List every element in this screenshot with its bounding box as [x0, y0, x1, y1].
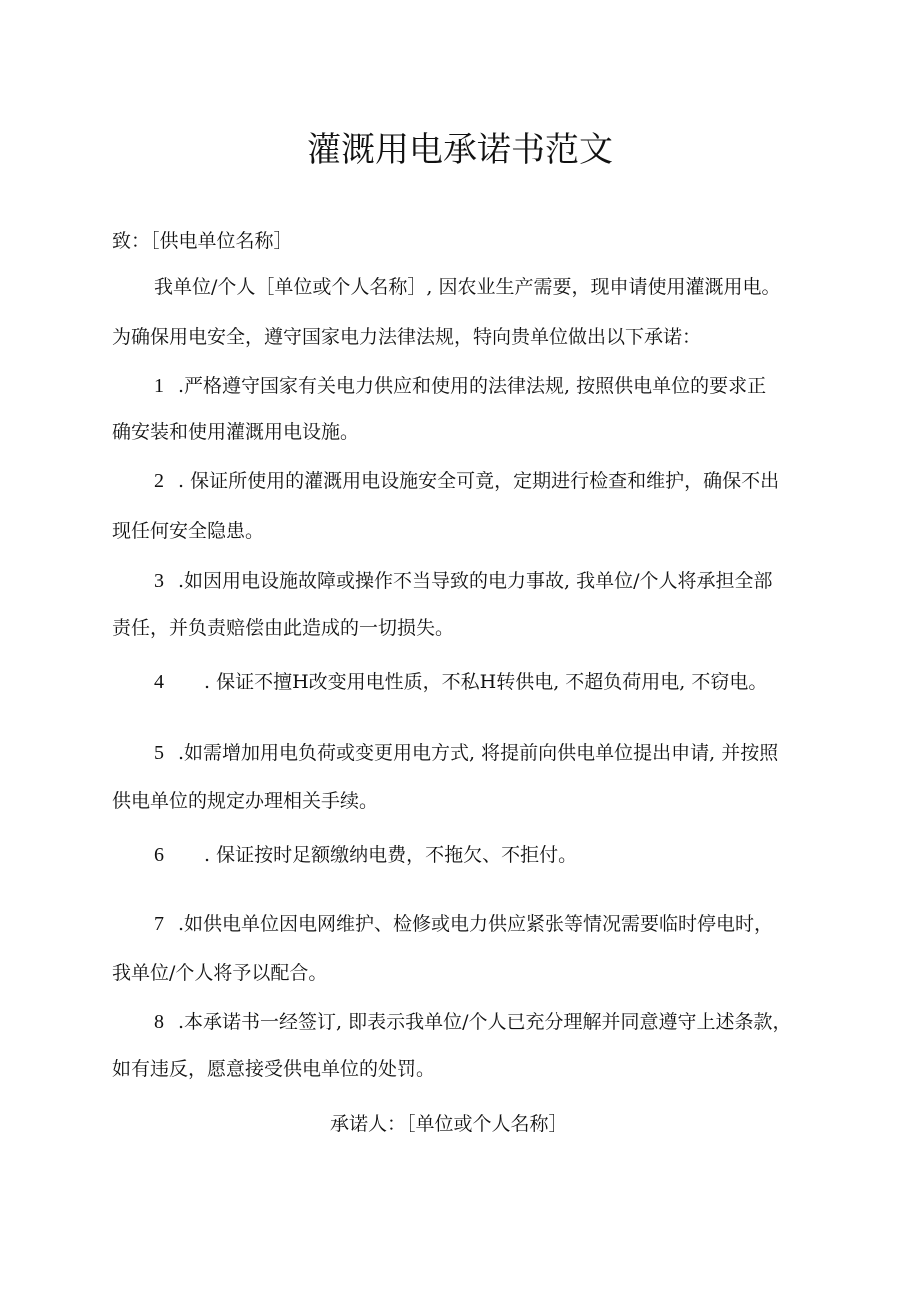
- item-6-number: 6: [154, 844, 164, 866]
- item-2-line-2: 现任何安全隐患。: [112, 520, 265, 542]
- item-6-line-1: [154, 841, 577, 869]
- item-8-number: 8: [154, 1011, 164, 1033]
- intro-line-2: 为确保用电安全，遵守国家电力法律法规，特向贵单位做出以下承诺：: [112, 326, 702, 348]
- item-3-number: 3: [154, 570, 164, 592]
- item-2-number: 2: [154, 470, 164, 492]
- item-1-line-2: 确安装和使用灌溉用电设施。: [112, 421, 360, 443]
- intro-line-1: 我单位/个人［单位或个人名称］, 因农业生产需要，现申请使用灌溉用电。: [154, 276, 781, 298]
- item-5-text: .如需增加用电负荷或变更用电方式, 将提前向供电单位提出申请, 并按照: [178, 742, 779, 764]
- item-5-line-2: 供电单位的规定办理相关手续。: [112, 790, 379, 812]
- item-8-line-2: 如有违反，愿意接受供电单位的处罚。: [112, 1058, 436, 1080]
- item-2-text: . 保证所使用的灌溉用电设施安全可竟，定期进行检查和维护，确保不出: [178, 470, 780, 492]
- item-4-line-1: [154, 668, 767, 696]
- item-8-line-1: [154, 1008, 792, 1036]
- signature-line: 承诺人：［单位或个人名称］: [330, 1113, 568, 1135]
- item-1-line-1: [154, 372, 766, 400]
- item-3-line-2: 责任，并负责赔偿由此造成的一切损失。: [112, 617, 455, 639]
- recipient-line: 致：［供电单位名称］: [112, 230, 293, 252]
- item-7-number: 7: [154, 913, 164, 935]
- item-6-text: . 保证按时足额缴纳电费，不拖欠、不拒付。: [204, 844, 578, 866]
- item-5-number: 5: [154, 742, 164, 764]
- document-title: 灌溉用电承诺书范文: [307, 130, 613, 170]
- item-5-line-1: [154, 739, 778, 767]
- item-2-line-1: [154, 467, 779, 495]
- item-7-text: .如供电单位因电网维护、检修或电力供应紧张等情况需要临时停电时，: [178, 913, 774, 935]
- item-4-text: . 保证不擅H改变用电性质，不私H转供电, 不超负荷用电, 不窃电。: [204, 671, 768, 693]
- item-7-line-1: [154, 910, 773, 938]
- item-1-number: 1: [154, 375, 164, 397]
- item-3-line-1: [154, 567, 773, 595]
- item-4-number: 4: [154, 671, 164, 693]
- item-1-text: .严格遵守国家有关电力供应和使用的法律法规, 按照供电单位的要求正: [178, 375, 767, 397]
- item-3-text: .如因用电设施故障或操作不当导致的电力事故, 我单位/个人将承担全部: [178, 570, 773, 592]
- item-8-text: .本承诺书一经签订, 即表示我单位/个人已充分理解并同意遵守上述条款，: [178, 1011, 792, 1033]
- item-7-line-2: 我单位/个人将予以配合。: [112, 962, 328, 984]
